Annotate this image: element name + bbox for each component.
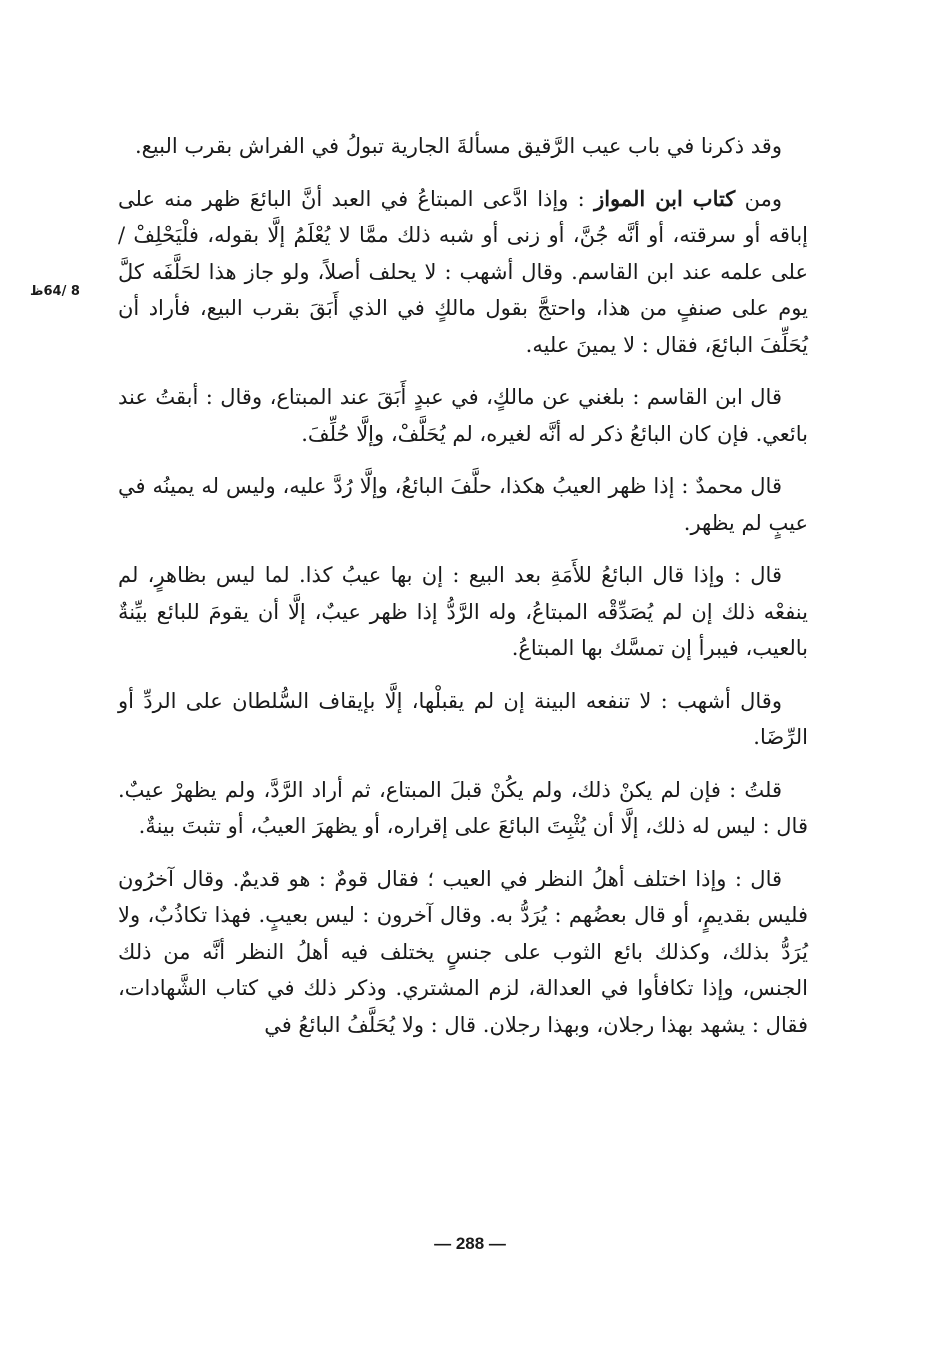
paragraph-2-prefix: ومن: [735, 186, 782, 211]
main-text-body: [118, 128, 808, 1059]
paragraph-3-text: قال ابن القاسم : بلغني عن مالكٍ، في عبدٍ أَبَقَ عند المبتاع، وقال : أبقتُ عند بائعي. فإن كان البائعُ ذكر له أنَّه لغيره، لم يُحَلَّفْ، وإلَّا حُلِّفَ.: [118, 385, 808, 446]
source-title-kitab-ibn-al-mawwaz: كتاب ابن المواز: [594, 185, 736, 211]
paragraph-6-text: وقال أشهب : لا تنفعه البينة إن لم يقبلْها، إلَّا بإيقاف السُّلطان على الردِّ أو الرِّضَا.: [118, 688, 808, 749]
paragraph-5: [118, 557, 808, 667]
paragraph-6: [118, 683, 808, 756]
paragraph-1-text: وقد ذكرنا في باب عيب الرَّقيق مسألةَ الجارية تبولُ في الفراش بقرب البيع.: [134, 134, 782, 158]
paragraph-4: [118, 468, 808, 541]
paragraph-2: [118, 181, 808, 364]
paragraph-5-text: قال : وإذا قال البائعُ للأَمَةِ بعد البيع : إن بها عيبُ كذا. لما ليس بظاهرٍ، لم ينفعْه ذلك إن لم يُصَدِّقْه المبتاعُ، وله الرَّدُّ إذا ظهر عيبٌ، إلَّا أن يقومَ للبائع بيِّنةٌ بالعيب، فيبرأ إن تمسَّك بها المبتاعُ.: [118, 563, 808, 660]
paragraph-8-text: قال : وإذا اختلف أهلُ النظر في العيب ؛ فقال قومٌ : هو قديمٌ. وقال آخرُون فليس بقديمٍ، أو قال بعضُهم : يُرَدُّ به. وقال آخرون : ليس بعيبٍ. فهذا تكاذُبٌ، ولا يُرَدُّ بذلك، وكذلك بائع الثوب على جنسٍ يختلف فيه أهلُ النظر أنَّه من ذلك الجنس، وإذا تكافأوا في العدالة، لزم المشتري. وذكر ذلك في كتاب الشَّهادات، فقال : يشهد بهذا رجلان، وبهذا رجلان. قال : ولا يُحَلَّفُ البائعُ في: [118, 866, 808, 1037]
paragraph-7: [118, 772, 808, 845]
paragraph-3: [118, 379, 808, 452]
folio-marginal-note: 8 /64ظ: [30, 284, 80, 299]
page-number: — 288 —: [434, 1234, 506, 1253]
paragraph-4-text: قال محمدٌ : إذا ظهر العيبُ هكذا، حلَّفَ البائعُ، وإلَّا رُدَّ عليه، وليس له يمينُه في عيبٍ لم يظهر.: [118, 474, 808, 535]
paragraph-2-text: : وإذا ادَّعى المبتاعُ في العبد أنَّ البائعَ ظهر منه على إباقه أو سرقته، أو أنَّه جُنَّ، أو زنى أو شبه ذلك ممَّا لا يُعْلَمُ إلَّا بقوله، فلْيَحْلِفْ / على علمه عند ابن القاسم. وقال أشهب : لا يحلف أصلاً، ولو جاز هذا لحَلَّفَه كلَّ يوم على صنفٍ من هذا، واحتجَّ بقول مالكٍ في الذي أَبَقَ بقرب البيع، فأراد أن يُحَلِّفَ البائعَ، فقال : لا يمينَ عليه.: [118, 186, 808, 357]
paragraph-1: [118, 128, 808, 165]
paragraph-7-text: قلتُ : فإن لم يكنْ ذلك، ولم يكُنْ قبلَ المبتاع، ثم أراد الرَّدَّ، ولم يظهرْ عيبٌ. قال : ليس له ذلك، إلَّا أن يُثْبِتَ البائعَ على إقراره، أو يظهرَ العيبُ، أو تثبتَ بينةٌ.: [118, 777, 808, 838]
paragraph-8: [118, 861, 808, 1044]
